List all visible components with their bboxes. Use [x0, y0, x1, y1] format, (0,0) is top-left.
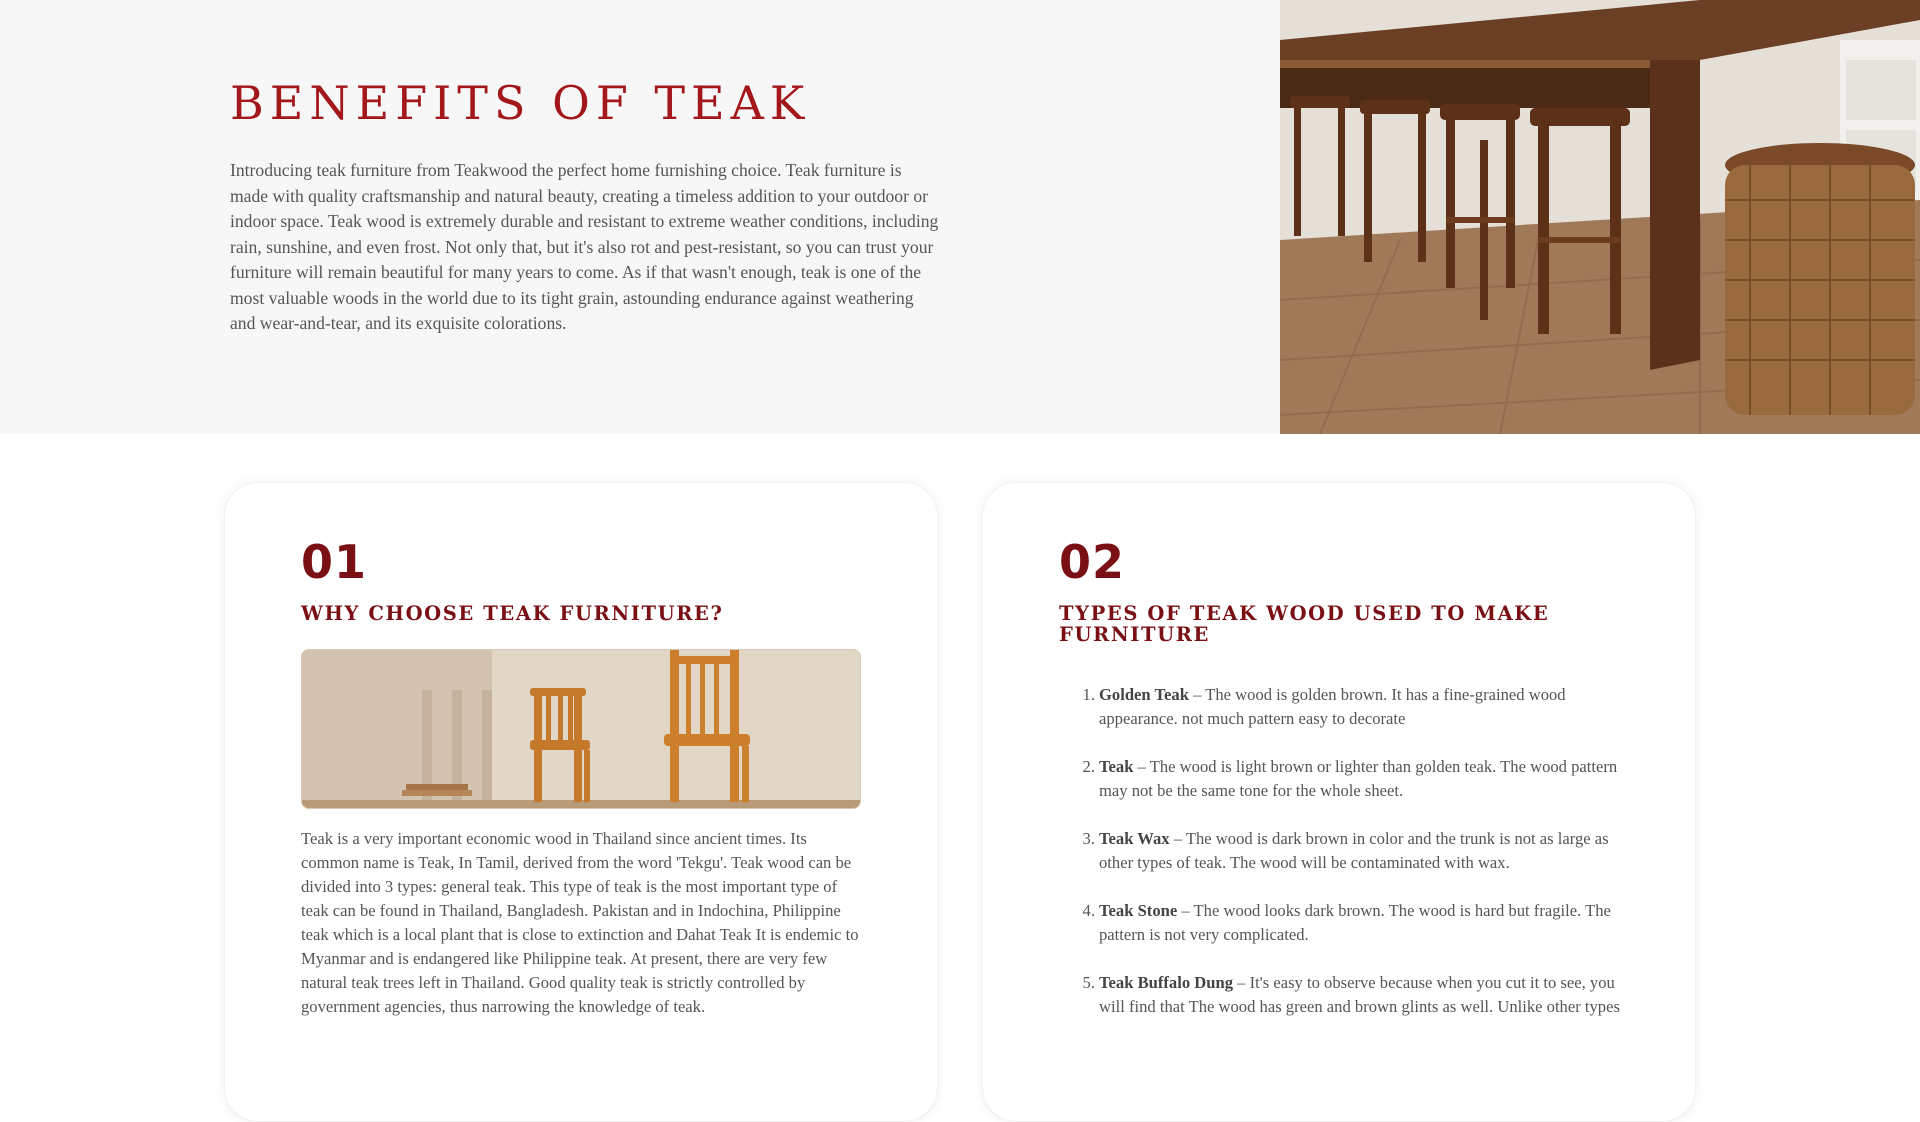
page-title: BENEFITS OF TEAK: [230, 76, 811, 130]
item-name: Teak Stone: [1099, 901, 1178, 920]
kitchen-island-stools-photo: [1280, 0, 1920, 434]
item-description: – The wood looks dark brown. The wood is hard but fragile. The pattern is not very complicated.: [1099, 901, 1611, 944]
card-why-choose-teak: [224, 482, 938, 1122]
card-types-of-teak: [982, 482, 1696, 1122]
hero-section: [0, 0, 1920, 434]
item-name: Teak: [1099, 757, 1134, 776]
list-item: 4. Teak Stone – The wood looks dark brown. The wood is hard but fragile. The pattern is not very complicated.: [1082, 901, 1611, 944]
hero-paragraph: Introducing teak furniture from Teakwood the perfect home furnishing choice. Teak furniture is made with quality craftsmanship and natural beauty, creating a timeless addition to your outdoor or indoor space. Teak wood is extremely durable and resistant to extreme weather conditions, including rain, sunshine, and even frost. Not only that, but it's also rot and pest-resistant, so you can trust your furniture will remain beautiful for many years to come. As if that wasn't enough, teak is one of the most valuable woods in the world due to its tight grain, astounding endurance against weathering and wear-and-tear, and its exquisite colorations.: [230, 160, 939, 333]
item-description: – It's easy to observe because when you cut it to see, you will find that The wood has green and brown glints as well. Unlike other types: [1099, 973, 1620, 1016]
item-description: – The wood is light brown or lighter than golden teak. The wood pattern may not be the same tone for the whole sheet.: [1099, 757, 1618, 800]
card-number: 01: [301, 535, 368, 589]
list-item: 5. Teak Buffalo Dung – It's easy to observe because when you cut it to see, you will find that The wood has green and brown glints as well. Unlike other types: [1082, 973, 1620, 1016]
list-item: 1. Golden Teak – The wood is golden brown. It has a fine-grained wood appearance. not much pattern easy to decorate: [1082, 685, 1566, 728]
wooden-chairs-photo: [301, 649, 861, 809]
teak-types-list: [1059, 683, 1633, 1043]
item-description: – The wood is golden brown. It has a fine-grained wood appearance. not much pattern easy to decorate: [1099, 685, 1566, 728]
item-name: Golden Teak: [1099, 685, 1189, 704]
list-item: 3. Teak Wax – The wood is dark brown in color and the trunk is not as large as other types of teak. The wood will be contaminated with wax.: [1082, 829, 1609, 872]
card-title: WHY CHOOSE TEAK FURNITURE?: [301, 602, 724, 625]
card-number: 02: [1059, 535, 1126, 589]
card-paragraph: Teak is a very important economic wood in Thailand since ancient times. Its common name is Teak, In Tamil, derived from the word 'Tekgu'. Teak wood can be divided into 3 types: general teak. This type of teak is the most important type of teak can be found in Thailand, Bangladesh. Pakistan and in Indochina, Philippine teak which is a local plant that is close to extinction and Dahat Teak It is endemic to Myanmar and is endangered like Philippine teak. At present, there are very few natural teak trees left in Thailand. Good quality teak is strictly controlled by government agencies, thus narrowing the knowledge of teak.: [301, 829, 859, 1016]
item-description: – The wood is dark brown in color and the trunk is not as large as other types of teak. The wood will be contaminated with wax.: [1099, 829, 1609, 872]
card-title: TYPES OF TEAK WOOD USED TO MAKE FURNITURE: [1059, 602, 1550, 646]
list-item: 2. Teak – The wood is light brown or lighter than golden teak. The wood pattern may not be the same tone for the whole sheet.: [1082, 757, 1618, 800]
item-name: Teak Wax: [1099, 829, 1170, 848]
item-name: Teak Buffalo Dung: [1099, 973, 1234, 992]
